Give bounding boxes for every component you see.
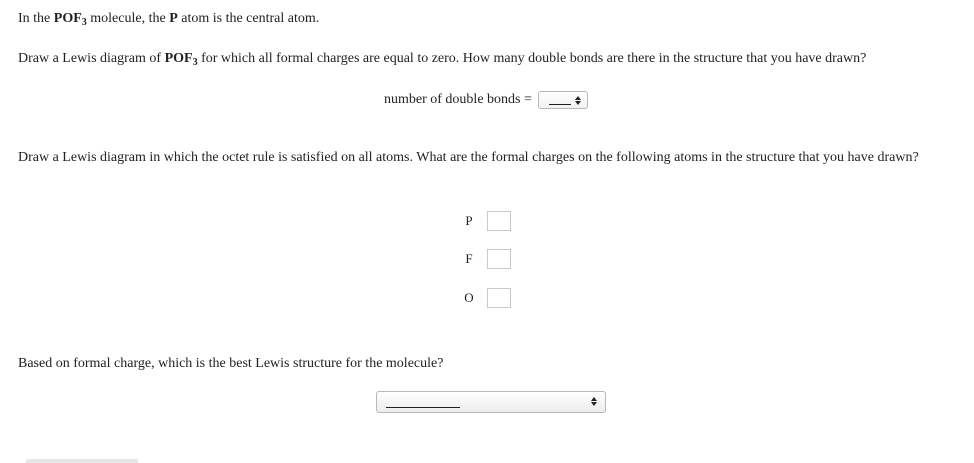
- double-bonds-selected-value: [549, 104, 571, 105]
- formal-charge-input-f[interactable]: [487, 249, 511, 269]
- arrow-up-icon: [575, 96, 581, 100]
- intro-middle: molecule, the: [86, 11, 170, 26]
- double-bonds-select[interactable]: [538, 91, 588, 109]
- arrow-down-icon: [591, 402, 597, 406]
- question1-molecule-main: POF: [164, 51, 193, 66]
- double-bonds-row: [384, 91, 588, 109]
- question1-prefix: Draw a Lewis diagram of: [18, 51, 165, 66]
- question1-molecule: [165, 51, 198, 66]
- intro-prefix: In the: [18, 11, 54, 26]
- arrow-down-icon: [575, 101, 581, 105]
- double-bonds-label: number of double bonds =: [384, 92, 532, 107]
- intro-molecule-main: POF: [53, 11, 82, 26]
- atom-label-o: O: [464, 290, 474, 305]
- question1-text: [18, 50, 866, 68]
- atom-label-p: P: [465, 213, 473, 228]
- intro-suffix: atom is the central atom.: [177, 11, 320, 26]
- question3-text: Based on formal charge, which is the best Lewis structure for the molecule?: [18, 356, 444, 371]
- question2-text: Draw a Lewis diagram in which the octet rule is satisfied on all atoms. What are the formal charges on the following atoms in the structure that you have drawn?: [18, 150, 919, 165]
- intro-molecule: [54, 11, 87, 26]
- question1-suffix: for which all formal charges are equal to zero. How many double bonds are there in the structure that you have drawn?: [197, 51, 867, 66]
- formal-charge-input-o[interactable]: [487, 288, 511, 308]
- intro-atom: P: [169, 11, 178, 26]
- arrow-up-icon: [591, 397, 597, 401]
- formal-charge-row-f: [455, 249, 511, 269]
- formal-charge-row-o: [455, 288, 511, 308]
- question1-molecule-sub: 3: [192, 57, 198, 68]
- intro-text: [18, 10, 319, 28]
- bottom-button-edge[interactable]: [26, 459, 138, 463]
- formal-charge-input-p[interactable]: [487, 211, 511, 231]
- intro-molecule-sub: 3: [81, 17, 87, 28]
- best-structure-selected-value: [386, 407, 460, 408]
- best-structure-select[interactable]: [376, 391, 606, 413]
- formal-charge-row-p: [455, 211, 511, 231]
- up-down-arrows-icon: [589, 397, 599, 406]
- up-down-arrows-icon: [573, 96, 583, 105]
- atom-label-f: F: [465, 251, 473, 266]
